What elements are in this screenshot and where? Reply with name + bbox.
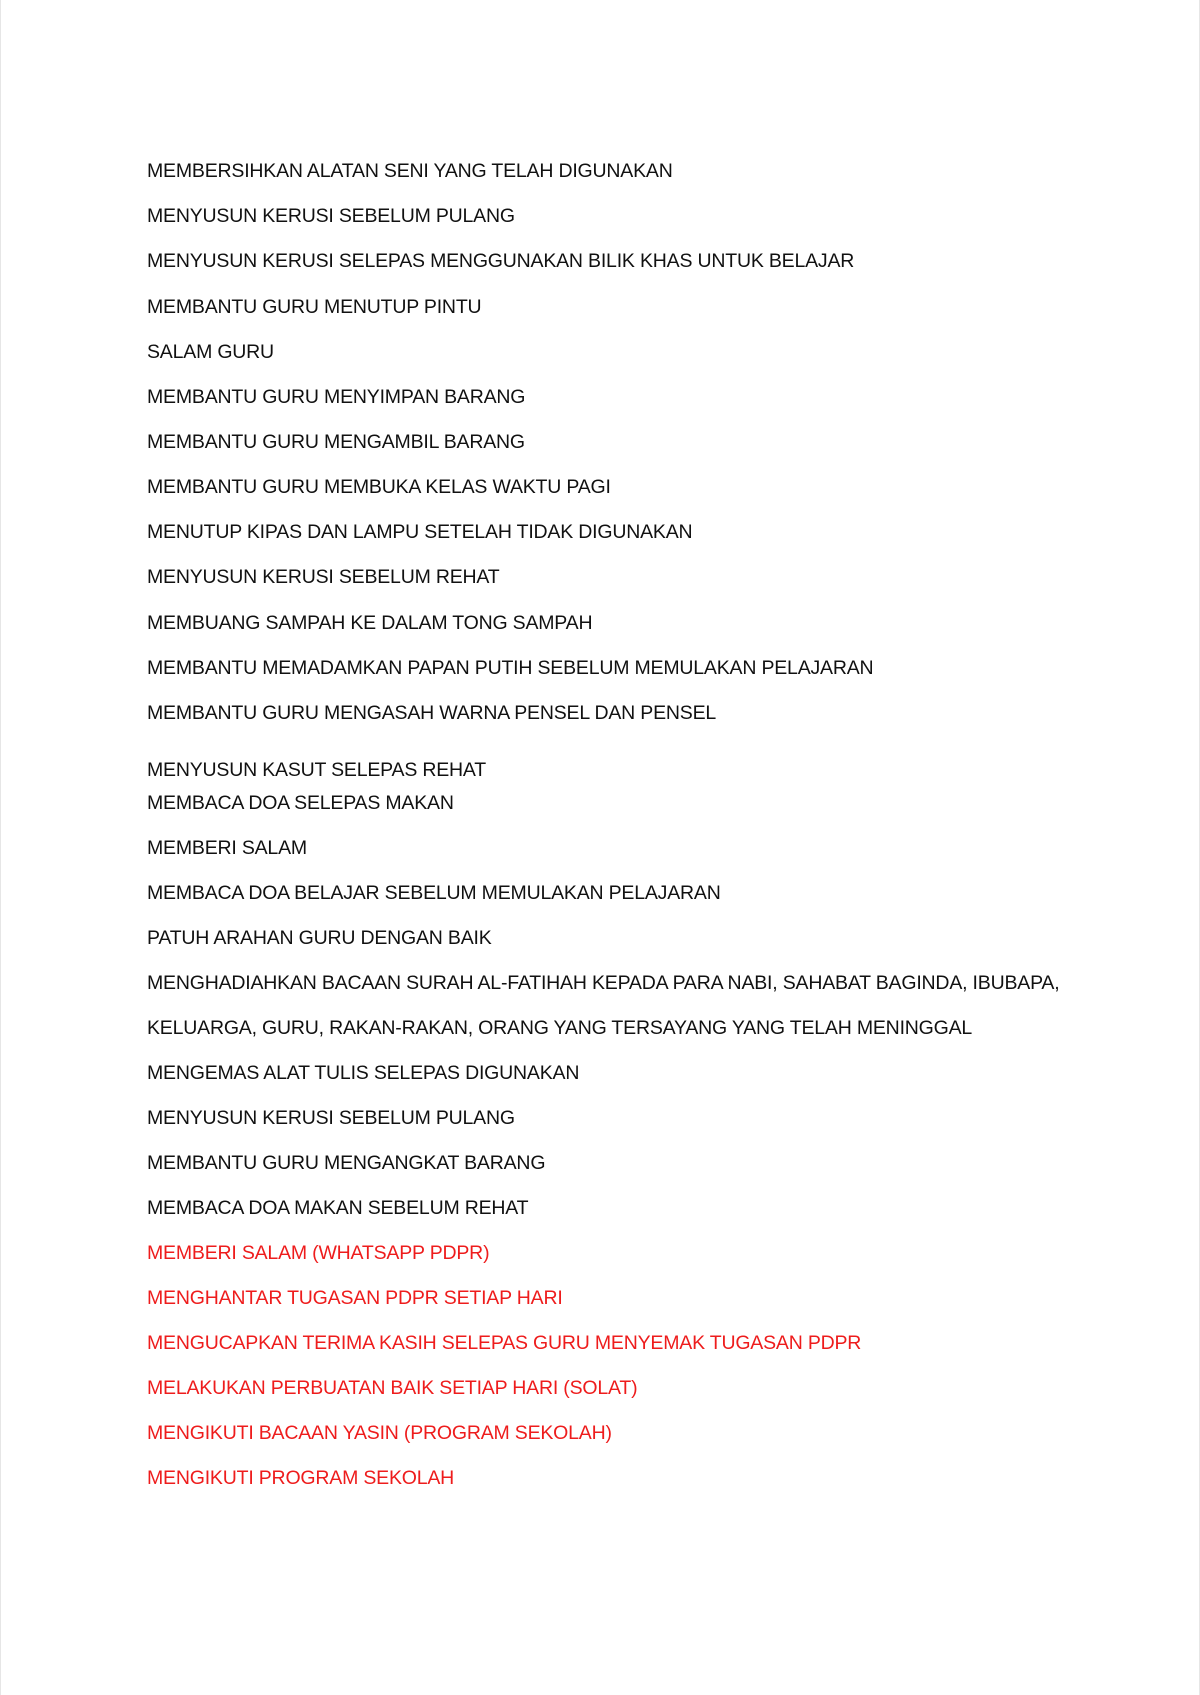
text-line: MENGHADIAHKAN BACAAN SURAH AL-FATIHAH KEPADA PARA NABI, SAHABAT BAGINDA, IBUBAPA, bbox=[147, 972, 1060, 994]
text-line: MEMBANTU GURU MENGANGKAT BARANG bbox=[147, 1152, 546, 1174]
highlighted-text-line: MENGHANTAR TUGASAN PDPR SETIAP HARI bbox=[147, 1287, 563, 1309]
text-line: MEMBACA DOA SELEPAS MAKAN bbox=[147, 792, 454, 814]
text-line: MEMBANTU GURU MENYIMPAN BARANG bbox=[147, 386, 526, 408]
text-line: MEMBUANG SAMPAH KE DALAM TONG SAMPAH bbox=[147, 612, 593, 634]
text-line: MEMBANTU GURU MEMBUKA KELAS WAKTU PAGI bbox=[147, 476, 611, 498]
highlighted-text-line: MENGIKUTI BACAAN YASIN (PROGRAM SEKOLAH) bbox=[147, 1422, 612, 1444]
text-line: MEMBANTU GURU MENGAMBIL BARANG bbox=[147, 431, 525, 453]
text-line: MEMBERSIHKAN ALATAN SENI YANG TELAH DIGUNAKAN bbox=[147, 160, 673, 182]
highlighted-text-line: MENGIKUTI PROGRAM SEKOLAH bbox=[147, 1467, 455, 1489]
text-line: MEMBANTU GURU MENGASAH WARNA PENSEL DAN PENSEL bbox=[147, 702, 717, 724]
text-line: MEMBACA DOA MAKAN SEBELUM REHAT bbox=[147, 1197, 529, 1219]
text-line: KELUARGA, GURU, RAKAN-RAKAN, ORANG YANG TERSAYANG YANG TELAH MENINGGAL bbox=[147, 1017, 973, 1039]
text-line: MENYUSUN KERUSI SEBELUM REHAT bbox=[147, 566, 500, 588]
text-line: SALAM GURU bbox=[147, 341, 274, 363]
text-line: MEMBANTU GURU MENUTUP PINTU bbox=[147, 296, 482, 318]
text-line: MENYUSUN KERUSI SEBELUM PULANG bbox=[147, 1107, 515, 1129]
text-line: MENYUSUN KERUSI SELEPAS MENGGUNAKAN BILIK KHAS UNTUK BELAJAR bbox=[147, 250, 855, 272]
text-line: MENYUSUN KERUSI SEBELUM PULANG bbox=[147, 205, 515, 227]
text-line: MEMBANTU MEMADAMKAN PAPAN PUTIH SEBELUM MEMULAKAN PELAJARAN bbox=[147, 657, 874, 679]
highlighted-text-line: MENGUCAPKAN TERIMA KASIH SELEPAS GURU MENYEMAK TUGASAN PDPR bbox=[147, 1332, 862, 1354]
text-line: MENYUSUN KASUT SELEPAS REHAT bbox=[147, 759, 486, 781]
highlighted-text-line: MEMBERI SALAM (WHATSAPP PDPR) bbox=[147, 1242, 490, 1264]
text-line: MEMBACA DOA BELAJAR SEBELUM MEMULAKAN PELAJARAN bbox=[147, 882, 721, 904]
text-line: MENUTUP KIPAS DAN LAMPU SETELAH TIDAK DIGUNAKAN bbox=[147, 521, 693, 543]
page-edge-left bbox=[0, 0, 1, 1695]
highlighted-text-line: MELAKUKAN PERBUATAN BAIK SETIAP HARI (SOLAT) bbox=[147, 1377, 638, 1399]
text-line: MENGEMAS ALAT TULIS SELEPAS DIGUNAKAN bbox=[147, 1062, 580, 1084]
text-line: MEMBERI SALAM bbox=[147, 837, 307, 859]
text-line: PATUH ARAHAN GURU DENGAN BAIK bbox=[147, 927, 492, 949]
